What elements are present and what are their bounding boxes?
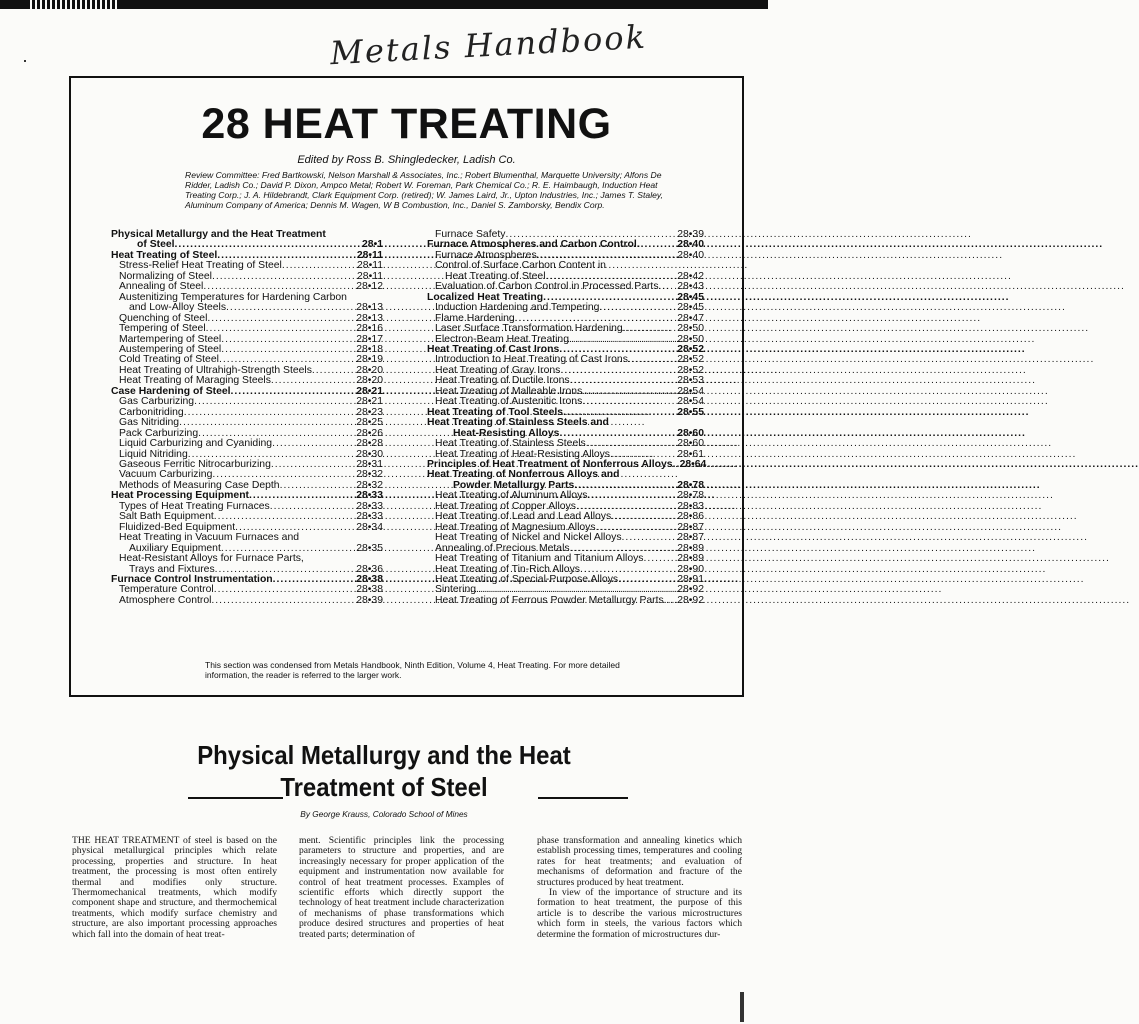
paragraph: ment. Scientific principles link the processing parameters to structure and properties, and are increasingly necessary for proper application of the equipment and instrumentation now available for control of heat treatment processes. Examples of scientific efforts which directly support the technology of heat treatment include characterization of mechanisms of phase transformations which produce desired structures and properties of heat treated parts; determination of (299, 835, 504, 940)
toc-entry-title: Heat Treating of Cast Irons (427, 343, 560, 355)
toc-entry-page: 28•60 (677, 427, 704, 439)
toc-entry-page: 28•19 (356, 354, 383, 366)
toc-entry-title: Heat Treating of Tin-Rich Alloys (435, 563, 580, 575)
toc-entry-title: Introduction to Heat Treating of Cast Irons (435, 354, 628, 366)
article-title-line1: Physical Metallurgy and the Heat (197, 740, 571, 770)
toc-entry-page: 28•18 (356, 343, 383, 355)
toc-entry-page: 28•21 (356, 396, 383, 408)
toc-entry-title: Auxiliary Equipment (129, 542, 221, 554)
toc-entry-page: 28•83 (677, 500, 704, 512)
toc-entry-page: 28•89 (677, 553, 704, 565)
toc-entry-title: Salt Bath Equipment (119, 511, 214, 523)
toc-entry-title: Case Hardening of Steel (111, 385, 231, 397)
scan-top-edge (0, 0, 768, 9)
toc-entry-title: Heat Treating in Vacuum Furnaces and (119, 532, 300, 544)
toc-entry-title: Fluidized-Bed Equipment (119, 521, 236, 533)
toc-entry-title: Heat Treating of Titanium and Titanium Alloys (435, 553, 644, 565)
body-column-2 (299, 836, 504, 940)
toc-entry (111, 554, 383, 564)
toc-entry-title: Heat-Resistant Alloys for Furnace Parts, (119, 553, 304, 565)
toc-entry-page: 28•12 (356, 281, 383, 293)
toc-entry-title: Furnace Atmospheres and Carbon Control (427, 239, 637, 251)
toc-entry-page: 28•55 (677, 406, 704, 418)
toc-entry-page: 28•32 (356, 469, 383, 481)
condensed-note: This section was condensed from Metals Handbook, Ninth Edition, Volume 4, Heat Treating. For more detailed information, the reader is referred to the larger work. (205, 660, 620, 680)
toc-entry-title: Evaluation of Carbon Control in Processed Parts (435, 281, 659, 293)
toc-entry-page: 28•91 (677, 573, 704, 585)
toc-entry-page: 28•33 (356, 490, 383, 502)
toc-entry-page: 28•20 (356, 364, 383, 376)
toc-entry-page: 28•13 (356, 312, 383, 324)
toc-entry-title: Heat Treating of Malleable Irons (435, 385, 583, 397)
toc-entry (427, 324, 704, 334)
scan-mark (740, 992, 744, 1022)
toc-entry-page: 28•92 (677, 594, 704, 606)
toc-entry-title: Principles of Heat Treatment of Nonferrous Alloys (427, 458, 673, 470)
toc-entry (427, 596, 704, 606)
toc-entry-title: Stress-Relief Heat Treating of Steel (119, 260, 282, 272)
toc-entry-title: Heat Treating of Austenitic Irons (435, 396, 583, 408)
toc-entry-title: Gas Carburizing (119, 396, 195, 408)
toc-entry-page: 28•92 (677, 584, 704, 596)
paragraph: phase transformation and annealing kinetics which establish processing times, temperatures and cooling rates for heat treatments; and evaluation of mechanisms of deformation and fracture of the structures produced by heat treatment. (537, 835, 742, 888)
toc-entry-page: 28•87 (677, 532, 704, 544)
toc-entry-title: Furnace Atmospheres (435, 249, 537, 261)
toc-entry-title: Heat Treating of Gray Irons (435, 364, 561, 376)
toc-entry-page: 28•28 (356, 438, 383, 450)
review-committee: Review Committee: Fred Bartkowski, Nelson Marshall & Associates, Inc.; Robert Blumenthal, Marquette University; Alfons De Ridder, Ladish Co.; David P. Dixon, Ampco Metal; Robert W. Foreman, Park Chemical Co.; R. E. Haimbaugh, Induction Heat Treating Corp.; J. A. Hildebrandt, Clark Equipment Corp. (retired); W. James Laird, Jr., Upton Industries, Inc.; James T. Staley, Aluminum Company of America; Dennis M. Wagen, W B Combustion, Inc., Daniel S. Zamborsky, Bendix Corp. (185, 170, 663, 210)
toc-entry-page: 28•45 (677, 302, 704, 314)
article-title (31, 739, 738, 803)
toc-entry-title: Heat-Resisting Alloys (453, 427, 560, 439)
toc-entry-title: Gaseous Ferritic Nitrocarburizing (119, 458, 271, 470)
title-rule-right (538, 797, 628, 799)
toc-entry-page: 28•47 (677, 312, 704, 324)
toc-entry-title: Heat Treating of Lead and Lead Alloys (435, 511, 612, 523)
toc-entry-page: 28•54 (677, 385, 704, 397)
toc-entry-title: Heat Treating of Magnesium Alloys (435, 521, 596, 533)
toc-entry-page: 28•38 (356, 584, 383, 596)
body-column-3 (537, 836, 742, 940)
toc-entry-title: Heat Treating of Stainless Steels and (427, 417, 609, 429)
toc-entry-title: Liquid Carburizing and Cyaniding (119, 438, 273, 450)
body-column-1 (72, 836, 277, 940)
toc-entry-title: Quenching of Steel (119, 312, 208, 324)
toc-entry-page: 28•25 (356, 417, 383, 429)
toc-entry-page: 28•32 (356, 479, 383, 491)
toc-entry (111, 596, 383, 606)
toc-right-column (427, 229, 707, 606)
toc-entry-page: 28•13 (356, 302, 383, 314)
toc-entry-page: 28•30 (356, 448, 383, 460)
toc-entry-title: Heat Treating of Nonferrous Alloys and (427, 469, 620, 481)
toc-entry-title: Liquid Nitriding (119, 448, 188, 460)
toc-entry-title: Furnace Safety (435, 229, 506, 240)
toc-entry-page: 28•90 (677, 563, 704, 575)
toc-entry-page: 28•52 (677, 343, 704, 355)
title-rule-left (188, 797, 283, 799)
toc-leader-dots (206, 324, 356, 334)
toc-entry-page: 28•11 (357, 270, 383, 282)
toc-entry-title: Heat Treating of Special-Purpose Alloys (435, 573, 619, 585)
toc-entry-page: 28•60 (677, 438, 704, 450)
toc-entry-page: 28•11 (356, 249, 383, 261)
toc-entry-title: Normalizing of Steel (119, 270, 212, 282)
toc-entry-page: 28•1 (362, 239, 383, 251)
toc-entry-page: 28•39 (677, 229, 704, 240)
toc-entry-title: Heat Treating of Maraging Steels (119, 375, 271, 387)
toc-entry-title: Temperature Control (119, 584, 214, 596)
toc-entry-page: 28•11 (357, 260, 383, 272)
toc-entry-title: Gas Nitriding (119, 417, 180, 429)
toc-entry-title: Heat Treating of Ultrahigh-Strength Steels (119, 364, 312, 376)
toc-entry-page: 28•36 (356, 563, 383, 575)
toc-entry-title: Induction Hardening and Tempering (435, 302, 600, 314)
toc-leader-dots (644, 554, 677, 564)
toc-entry-title: and Low-Alloy Steels (129, 302, 227, 314)
toc-left-column (111, 230, 383, 606)
toc-entry-page: 28•53 (677, 375, 704, 387)
toc-entry-title: Cold Treating of Steel (119, 354, 219, 366)
toc-entry-page: 28•50 (677, 323, 704, 335)
toc-entry-page: 28•40 (677, 249, 704, 261)
toc-entry-title: Pack Carburizing (119, 427, 199, 439)
toc-entry-title: Electron-Beam Heat Treating (435, 333, 569, 345)
toc-entry-title: Laser Surface Transformation Hardening (435, 323, 623, 335)
toc-entry-title: Trays and Fixtures (129, 563, 215, 575)
toc-entry (111, 324, 383, 334)
toc-entry-page: 28•43 (677, 281, 704, 293)
toc-entry-title: Tempering of Steel (119, 323, 206, 335)
toc-entry-title: Atmosphere Control (119, 594, 212, 606)
toc-entry-title: Austenitizing Temperatures for Hardening Carbon (119, 291, 347, 303)
toc-entry-title: Powder Metallurgy Parts (453, 479, 575, 491)
toc-entry-title: Localized Heat Treating (427, 291, 544, 303)
toc-entry-title: Carbonitriding (119, 406, 184, 418)
toc-entry-page: 28•61 (677, 448, 704, 460)
toc-entry-page: 28•52 (677, 354, 704, 366)
paragraph: In view of the importance of structure and its formation to heat treatment, the purpose of this article is to describe the various microstructures which form in steels, the various factors which determine the formation of microstructures dur- (537, 887, 742, 940)
toc-entry-page: 28•35 (356, 542, 383, 554)
toc-entry-title: Annealing of Steel (119, 281, 204, 293)
toc-entry-title: Heat Treating of Tool Steels (427, 406, 564, 418)
toc-entry-page: 28•34 (356, 521, 383, 533)
toc-entry-title: Heat Treating of Nickel and Nickel Alloys (435, 532, 622, 544)
contents-frame (69, 76, 744, 697)
toc-entry-title: Flame Hardening (435, 312, 515, 324)
toc-entry-page: 28•26 (356, 427, 383, 439)
toc-entry-page: 28•78 (677, 479, 704, 491)
article-title-line2: Treatment of Steel (280, 772, 488, 802)
toc-entry-page: 28•89 (677, 542, 704, 554)
toc-entry-title: Heat Treating of Aluminum Alloys (435, 490, 588, 502)
toc-entry-page: 28•31 (356, 458, 383, 470)
toc-entry-page: 28•38 (356, 573, 383, 585)
toc-entry-page: 28•20 (356, 375, 383, 387)
toc-entry-page: 28•33 (356, 500, 383, 512)
handwritten-note: Metals Handbook (329, 17, 648, 73)
toc-leader-dots (623, 324, 677, 334)
toc-entry-title: Austempering of Steel (119, 343, 222, 355)
scan-edge-mark (30, 0, 120, 9)
toc-entry-title: of Steel (137, 239, 175, 251)
toc-entry-page: 28•42 (677, 270, 704, 282)
toc-leader-dots (272, 439, 355, 449)
toc-entry-page: 28•54 (677, 396, 704, 408)
toc-entry-page: 28•52 (677, 364, 704, 376)
toc-entry-page: 28•86 (677, 511, 704, 523)
toc-entry-title: Types of Heat Treating Furnaces (119, 500, 270, 512)
toc-entry-page: 28•78 (677, 490, 704, 502)
toc-entry-page: 28•40 (677, 239, 704, 251)
toc-entry-title: Heat Treating of Ferrous Powder Metallurgy Parts (435, 594, 664, 606)
toc-entry-page: 28•39 (356, 594, 383, 606)
toc-leader-dots (586, 439, 676, 449)
toc-leader-dots (211, 596, 355, 606)
toc-entry-title: Vacuum Carburizing (119, 469, 213, 481)
toc-entry-title: Sintering (435, 584, 477, 596)
toc-entry-title: Heat Treating of Stainless Steels (435, 438, 586, 450)
toc-entry (427, 554, 704, 564)
toc-entry-page: 28•16 (356, 323, 383, 335)
toc-entry-title: Heat Treating of Ductile Irons (435, 375, 570, 387)
paragraph: THE HEAT TREATMENT of steel is based on the physical metallurgical principles which relate processing, properties and structure. In heat treatment, the processing is most often entirely thermal and modifies only structure. Thermomechanical treatments, which modify component shape and structure, and thermochemical treatments, which modify surface chemistry and structure, are also important processing approaches which fall into the domain of heat treat- (72, 835, 277, 940)
toc-entry-title: Heat Treating of Copper Alloys (435, 500, 576, 512)
toc-entry-page: 28•21 (356, 385, 383, 397)
toc-entry-title: Heat Processing Equipment (111, 490, 249, 502)
edited-by: Edited by Ross B. Shingledecker, Ladish Co. (297, 154, 516, 166)
toc-entry-title: Furnace Control Instrumentation (111, 573, 273, 585)
toc-entry (111, 439, 383, 449)
toc-entry (427, 439, 704, 449)
toc-entry-title: Heat Treating of Heat-Resisting Alloys (435, 448, 610, 460)
toc-entry-title: Heat Treating of Steel (445, 270, 546, 282)
article-byline: By George Krauss, Colorado School of Mines (300, 809, 468, 819)
toc-entry-page: 28•45 (677, 291, 704, 303)
toc-entry-page: 28•33 (356, 511, 383, 523)
toc-entry-page: 28•64 (679, 458, 707, 470)
toc-entry-title: Martempering of Steel (119, 333, 222, 345)
toc-entry-page: 28•87 (677, 521, 704, 533)
toc-entry-title: Physical Metallurgy and the Heat Treatment (111, 229, 326, 240)
toc-entry-title: Annealing of Precious Metals (435, 542, 570, 554)
toc-entry-title: Heat Treating of Steel (111, 249, 218, 261)
toc-entry-page: 28•50 (677, 333, 704, 345)
section-title: 28 HEAT TREATING (201, 100, 612, 148)
toc-leader-dots (664, 596, 677, 606)
scan-speck (24, 60, 26, 62)
toc-entry-page: 28•23 (356, 406, 383, 418)
toc-entry-title: Methods of Measuring Case Depth (119, 479, 280, 491)
toc-entry-page: 28•17 (356, 333, 383, 345)
toc-entry-title: Control of Surface Carbon Content in (435, 260, 606, 272)
